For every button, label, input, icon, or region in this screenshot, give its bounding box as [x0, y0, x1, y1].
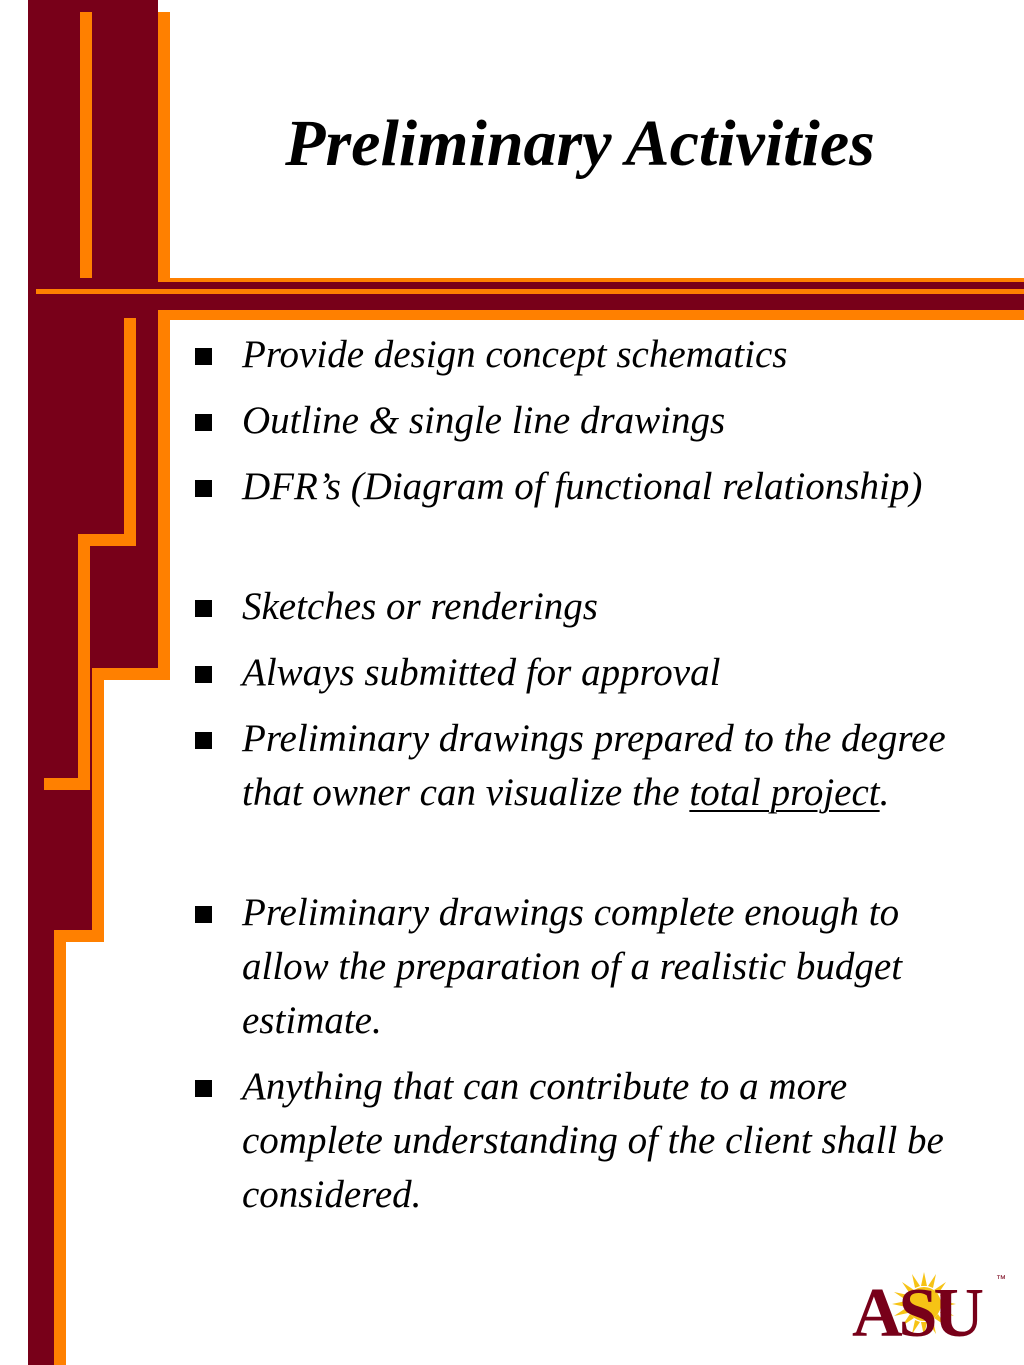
- orange-inner-hline: [36, 289, 1024, 294]
- square-bullet-icon: [195, 1080, 212, 1097]
- square-bullet-icon: [195, 732, 212, 749]
- orange-inner-line-low: [78, 534, 90, 790]
- maroon-bar-top: [28, 0, 158, 282]
- bullet-text: Anything that can contribute to a more complete understanding of the client shall be considered.: [242, 1065, 944, 1216]
- bullet-text-part: Preliminary drawings prepared to the degree that owner can visualize the: [242, 717, 946, 814]
- square-bullet-icon: [195, 666, 212, 683]
- orange-inner-line-mid: [124, 318, 136, 546]
- orange-inner-step-2: [44, 778, 90, 790]
- underlined-emphasis: total project: [689, 771, 880, 814]
- bullet-text: Preliminary drawings complete enough to allow the preparation of a realistic budget estimate.: [242, 891, 903, 1042]
- maroon-bar-mid: [28, 282, 158, 668]
- square-bullet-icon: [195, 480, 212, 497]
- trademark-mark: ™: [996, 1274, 1006, 1285]
- bullet-text: [242, 712, 987, 820]
- bullet-text: Always submitted for approval: [242, 651, 721, 694]
- asu-logo: [848, 1268, 1008, 1344]
- square-bullet-icon: [195, 348, 212, 365]
- maroon-horizontal-rule: [28, 282, 1024, 310]
- orange-inner-line-top: [80, 12, 92, 278]
- bullet-text: Outline & single line drawings: [242, 399, 726, 442]
- square-bullet-icon: [195, 906, 212, 923]
- square-bullet-icon: [195, 414, 212, 431]
- page-title: Preliminary Activities: [285, 107, 875, 180]
- bullet-text-part: .: [879, 771, 890, 814]
- bullet-text: Provide design concept schematics: [242, 333, 788, 376]
- square-bullet-icon: [195, 600, 212, 617]
- bullet-text: Sketches or renderings: [242, 585, 598, 628]
- maroon-bar-bottom: [28, 930, 54, 1365]
- bullet-text: DFR’s (Diagram of functional relationship): [242, 465, 923, 508]
- asu-logo-lettering: ASU: [852, 1275, 981, 1344]
